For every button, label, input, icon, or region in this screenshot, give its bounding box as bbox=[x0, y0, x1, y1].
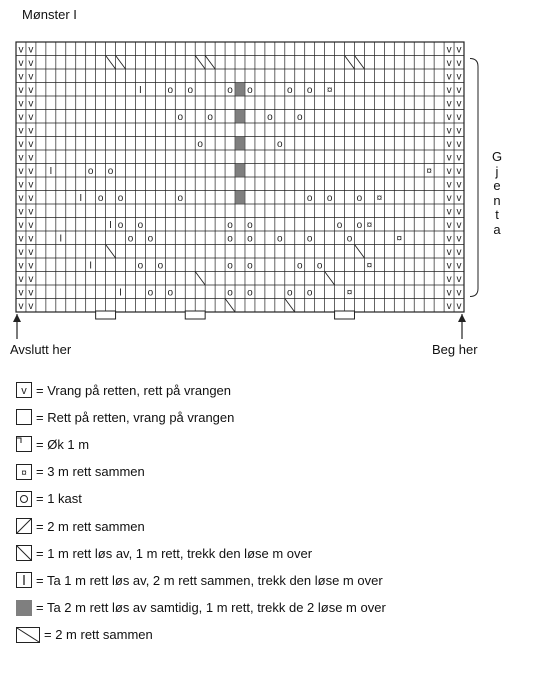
cell-symbol: v bbox=[18, 111, 24, 123]
legend-text: = Rett på retten, vrang på vrangen bbox=[36, 409, 235, 425]
cell-symbol: v bbox=[18, 179, 24, 191]
cell-symbol: v bbox=[28, 246, 34, 258]
legend-text: = 1 m rett løs av, 1 m rett, trekk den løse m over bbox=[36, 545, 313, 561]
cell-symbol: v bbox=[456, 125, 462, 137]
cell-symbol: o bbox=[356, 192, 363, 204]
cell-symbol: v bbox=[456, 165, 462, 177]
cell-symbol: I bbox=[139, 84, 142, 96]
cell-symbol: o bbox=[336, 219, 343, 231]
cell-symbol: v bbox=[18, 98, 24, 110]
cell-symbol: v bbox=[446, 246, 452, 258]
cell-symbol: v bbox=[28, 84, 34, 96]
cell-symbol: v bbox=[456, 206, 462, 218]
cell-symbol: v bbox=[446, 192, 452, 204]
cell-symbol: o bbox=[117, 219, 124, 231]
repeat-bracket bbox=[470, 59, 478, 297]
legend-text: = Ta 1 m rett løs av, 2 m rett sammen, trekk den løse m over bbox=[36, 572, 383, 588]
cell-symbol: v bbox=[18, 300, 24, 312]
cell-symbol: o bbox=[227, 287, 233, 299]
cell-symbol: o bbox=[167, 287, 174, 299]
cell-symbol: v bbox=[456, 179, 462, 191]
cell-symbol: v bbox=[446, 152, 452, 164]
cell-symbol: v bbox=[28, 57, 34, 69]
cell-symbol: v bbox=[446, 219, 452, 231]
cell-symbol: o bbox=[306, 233, 313, 245]
cell-symbol: I bbox=[89, 260, 93, 272]
cell-symbol: o bbox=[277, 138, 283, 150]
cell-symbol: I bbox=[49, 165, 53, 177]
cell-symbol: v bbox=[18, 138, 24, 150]
legend-box-icon bbox=[16, 409, 32, 425]
cell-symbol: I bbox=[79, 192, 83, 204]
legend-text: = 3 m rett sammen bbox=[36, 464, 145, 480]
cell-symbol: v bbox=[456, 192, 462, 204]
cell-symbol: v bbox=[446, 179, 452, 191]
filled-cell bbox=[236, 83, 245, 96]
cell-symbol: o bbox=[147, 287, 154, 299]
cell-symbol: v bbox=[456, 57, 462, 69]
cell-symbol: o bbox=[306, 84, 313, 96]
legend-item-v bbox=[16, 380, 231, 400]
svg-text:¤: ¤ bbox=[21, 467, 27, 479]
cell-symbol: v bbox=[18, 260, 24, 272]
legend-sk2p-icon bbox=[16, 572, 32, 588]
legend-item-box bbox=[16, 407, 234, 427]
cell-symbol: v bbox=[446, 44, 452, 56]
cell-symbol: v bbox=[28, 71, 34, 83]
legend-text: = 2 m rett sammen bbox=[44, 627, 153, 643]
cell-symbol: o bbox=[177, 111, 184, 123]
cell-symbol: o bbox=[127, 233, 134, 245]
cell-symbol: v bbox=[18, 84, 24, 96]
cell-symbol: o bbox=[207, 111, 213, 123]
legend-text: = Vrang på retten, rett på vrangen bbox=[36, 382, 232, 398]
legend-inc-icon bbox=[16, 436, 32, 452]
cell-symbol: ¤ bbox=[326, 84, 333, 96]
cell-symbol: v bbox=[456, 84, 462, 96]
cell-symbol: v bbox=[18, 71, 24, 83]
cell-symbol: ¤ bbox=[366, 260, 373, 272]
legend-item-o bbox=[16, 489, 82, 509]
cell-symbol: v bbox=[446, 206, 452, 218]
filled-cell bbox=[236, 191, 245, 204]
cell-symbol: v bbox=[28, 287, 34, 299]
cell-symbol: v bbox=[446, 165, 452, 177]
cell-symbol: v bbox=[456, 287, 462, 299]
cell-symbol: o bbox=[197, 138, 203, 150]
cell-symbol: v bbox=[18, 273, 24, 285]
cell-symbol: ¤ bbox=[346, 287, 353, 299]
start-arrow-head bbox=[458, 314, 466, 322]
cell-symbol: o bbox=[247, 287, 253, 299]
cell-symbol: o bbox=[227, 233, 233, 245]
legend-k3-icon bbox=[16, 464, 32, 480]
filled-cell bbox=[236, 164, 245, 177]
legend-o-icon bbox=[16, 491, 32, 507]
legend-skp-icon bbox=[16, 545, 32, 561]
cell-symbol: v bbox=[456, 300, 462, 312]
cell-symbol: o bbox=[157, 260, 164, 272]
cell-symbol: v bbox=[18, 219, 24, 231]
cell-symbol: ¤ bbox=[376, 192, 383, 204]
cell-symbol: v bbox=[456, 111, 462, 123]
cell-symbol: v bbox=[28, 152, 34, 164]
cell-symbol: o bbox=[187, 84, 194, 96]
cell-symbol: I bbox=[119, 287, 122, 299]
cell-symbol: v bbox=[456, 233, 462, 245]
cell-symbol: ¤ bbox=[366, 219, 373, 231]
cell-symbol: v bbox=[28, 125, 34, 137]
legend-text: = 2 m rett sammen bbox=[36, 518, 145, 534]
cell-symbol: o bbox=[247, 260, 253, 272]
cell-symbol: v bbox=[28, 179, 34, 191]
cell-symbol: o bbox=[306, 192, 313, 204]
cell-symbol: I bbox=[59, 233, 63, 245]
cell-symbol: v bbox=[456, 219, 462, 231]
cell-symbol: o bbox=[137, 260, 144, 272]
legend-k2w-icon bbox=[16, 627, 40, 643]
cell-symbol: v bbox=[28, 44, 34, 56]
legend-item-skp bbox=[16, 543, 312, 563]
cell-symbol: v bbox=[446, 300, 452, 312]
legend-fill-icon bbox=[16, 600, 32, 616]
cell-symbol: o bbox=[306, 287, 313, 299]
cell-symbol: o bbox=[227, 219, 233, 231]
cell-symbol: v bbox=[446, 273, 452, 285]
cell-symbol: v bbox=[456, 44, 462, 56]
svg-text:v: v bbox=[21, 385, 27, 397]
cell-symbol: o bbox=[227, 260, 233, 272]
cell-symbol: o bbox=[296, 260, 303, 272]
cell-symbol: o bbox=[277, 233, 283, 245]
cell-symbol: o bbox=[346, 233, 353, 245]
filled-cell bbox=[236, 137, 245, 150]
legend-v-icon bbox=[16, 382, 32, 398]
cell-symbol: v bbox=[18, 152, 24, 164]
cell-symbol: v bbox=[456, 152, 462, 164]
legend-text: = Øk 1 m bbox=[36, 436, 90, 452]
cell-symbol: o bbox=[137, 219, 144, 231]
legend-item-k2w bbox=[16, 625, 153, 645]
cell-symbol: o bbox=[247, 219, 253, 231]
cell-symbol: v bbox=[446, 57, 452, 69]
start-here-label: Beg her bbox=[432, 342, 478, 357]
legend-item-sk2p bbox=[16, 570, 383, 590]
cell-symbol: v bbox=[456, 246, 462, 258]
cell-symbol: v bbox=[18, 233, 24, 245]
cell-symbol: v bbox=[28, 273, 34, 285]
cell-symbol: v bbox=[446, 138, 452, 150]
chart-notch bbox=[185, 311, 205, 319]
cell-symbol: v bbox=[456, 71, 462, 83]
cell-symbol: v bbox=[28, 165, 34, 177]
cell-symbol: o bbox=[177, 192, 184, 204]
legend-item-k2 bbox=[16, 516, 145, 536]
cell-symbol: v bbox=[456, 273, 462, 285]
chart-notch bbox=[96, 311, 116, 319]
cell-symbol: o bbox=[316, 260, 323, 272]
cell-symbol: v bbox=[28, 138, 34, 150]
cell-symbol: o bbox=[356, 219, 363, 231]
cell-symbol: ¤ bbox=[396, 233, 403, 245]
cell-symbol: v bbox=[28, 300, 34, 312]
cell-symbol: v bbox=[18, 246, 24, 258]
cell-symbol: v bbox=[446, 233, 452, 245]
cell-symbol: v bbox=[446, 111, 452, 123]
cell-symbol: v bbox=[18, 192, 24, 204]
cell-symbol: v bbox=[18, 125, 24, 137]
cell-symbol: v bbox=[456, 98, 462, 110]
cell-symbol: v bbox=[18, 287, 24, 299]
cell-symbol: o bbox=[286, 84, 293, 96]
cell-symbol: v bbox=[446, 71, 452, 83]
cell-symbol: o bbox=[117, 192, 124, 204]
cell-symbol: o bbox=[247, 84, 253, 96]
cell-symbol: v bbox=[28, 98, 34, 110]
cell-symbol: v bbox=[446, 84, 452, 96]
end-arrow-head bbox=[13, 314, 21, 322]
cell-symbol: o bbox=[107, 165, 114, 177]
cell-symbol: v bbox=[456, 260, 462, 272]
cell-symbol: v bbox=[18, 57, 24, 69]
cell-symbol: I bbox=[109, 219, 112, 231]
legend-item-k3 bbox=[16, 462, 145, 482]
cell-symbol: v bbox=[28, 219, 34, 231]
cell-symbol: o bbox=[247, 233, 253, 245]
cell-symbol: o bbox=[296, 111, 303, 123]
cell-symbol: v bbox=[456, 138, 462, 150]
legend-text: = Ta 2 m rett løs av samtidig, 1 m rett, trekk de 2 løse m over bbox=[36, 600, 386, 616]
cell-symbol: v bbox=[18, 165, 24, 177]
legend-item-inc bbox=[16, 434, 89, 454]
cell-symbol: o bbox=[167, 84, 174, 96]
end-here-label: Avslutt her bbox=[10, 342, 72, 357]
cell-symbol: v bbox=[18, 44, 24, 56]
cell-symbol: o bbox=[267, 111, 273, 123]
cell-symbol: v bbox=[28, 260, 34, 272]
filled-cell bbox=[236, 110, 245, 123]
cell-symbol: v bbox=[28, 233, 34, 245]
cell-symbol: o bbox=[227, 84, 233, 96]
chart-notch bbox=[335, 311, 355, 319]
cell-symbol: v bbox=[446, 98, 452, 110]
cell-symbol: v bbox=[446, 125, 452, 137]
cell-symbol: v bbox=[18, 206, 24, 218]
legend-text: = 1 kast bbox=[36, 491, 82, 507]
cell-symbol: o bbox=[326, 192, 333, 204]
legend-item-fill bbox=[16, 598, 386, 618]
cell-symbol: v bbox=[446, 260, 452, 272]
cell-symbol: ¤ bbox=[426, 165, 432, 177]
cell-symbol: v bbox=[446, 287, 452, 299]
cell-symbol: v bbox=[28, 206, 34, 218]
cell-symbol: o bbox=[87, 165, 94, 177]
cell-symbol: o bbox=[286, 287, 293, 299]
cell-symbol: o bbox=[97, 192, 104, 204]
legend-k2-icon bbox=[16, 518, 32, 534]
cell-symbol: v bbox=[28, 111, 34, 123]
cell-symbol: o bbox=[147, 233, 154, 245]
repeat-label: G j e n t a bbox=[491, 149, 503, 237]
chart-title: Mønster I bbox=[22, 7, 77, 22]
cell-symbol: v bbox=[28, 192, 34, 204]
